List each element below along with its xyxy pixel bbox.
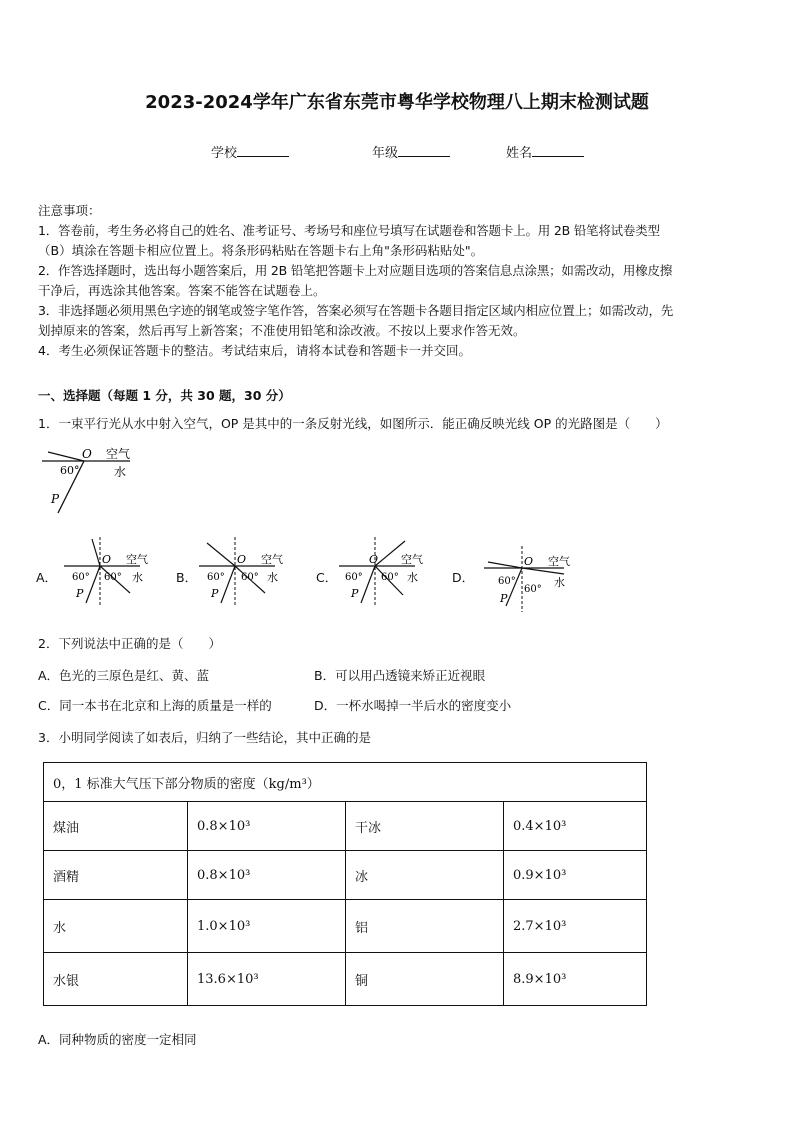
question-2-stem: 2．下列说法中正确的是（ ）	[38, 636, 221, 651]
table-cell: 铜	[346, 953, 504, 1006]
table-row	[44, 900, 647, 953]
angle-label: 60°	[524, 584, 542, 595]
table-row	[44, 953, 647, 1006]
incident-ray-fragment	[48, 452, 84, 461]
angle-label: 60°	[104, 572, 122, 583]
q2-option-a: A．色光的三原色是红、黄、蓝	[38, 668, 210, 683]
air-label: 空气	[261, 553, 283, 566]
table-cell: 0.4×10³	[504, 802, 647, 851]
notes-heading: 注意事项：	[38, 203, 101, 218]
notes-line: 4．考生必须保证答题卡的整洁。考试结束后，请将本试卷和答题卡一并交回。	[38, 343, 471, 358]
name-field	[506, 142, 584, 161]
grade-label: 年级	[372, 146, 399, 161]
water-label: 水	[554, 576, 565, 589]
angle-label: 60°	[241, 572, 259, 583]
q1-option-c-label: C．	[316, 570, 338, 585]
point-p-label: P	[51, 492, 60, 506]
q2-option-c: C．同一本书在北京和上海的质量是一样的	[38, 698, 272, 713]
angle-label: 60°	[60, 464, 80, 477]
q1-figure	[38, 445, 148, 520]
point-o-label: O	[369, 553, 379, 566]
density-table	[43, 762, 647, 1006]
point-p-label: P	[211, 587, 219, 600]
angle-label: 60°	[345, 572, 363, 583]
question-3-stem: 3．小明同学阅读了如表后，归纳了一些结论，其中正确的是	[38, 730, 371, 745]
air-label: 空气	[401, 553, 423, 566]
notes-line: 3．非选择题必须用黑色字迹的钢笔或签字笔作答，答案必须写在答题卡各题目指定区域内相应位置上；如需改动，先	[38, 303, 674, 318]
school-field	[211, 142, 289, 161]
table-row	[44, 802, 647, 851]
table-cell: 0.9×10³	[504, 851, 647, 900]
q2-option-b: B．可以用凸透镜来矫正近视眼	[314, 668, 486, 683]
q1-option-d-figure	[480, 540, 580, 615]
question-1-stem: 1．一束平行光从水中射入空气，OP 是其中的一条反射光线，如图所示．能正确反映光线 OP 的光路图是（ ）	[38, 416, 668, 431]
page-title: 2023-2024学年广东省东莞市粤华学校物理八上期末检测试题	[145, 92, 649, 113]
q1-option-c-figure	[335, 535, 435, 610]
notes-line: 划掉原来的答案，然后再写上新答案；不准使用铅笔和涂改液。不按以上要求作答无效。	[38, 323, 526, 338]
school-label: 学校	[211, 146, 238, 161]
air-label: 空气	[548, 555, 570, 568]
table-row	[44, 851, 647, 900]
q1-option-b-figure	[195, 535, 295, 610]
table-cell: 2.7×10³	[504, 900, 647, 953]
notes-line: 干净后，再选涂其他答案。答案不能答在试题卷上。	[38, 283, 326, 298]
table-cell: 冰	[346, 851, 504, 900]
grade-field	[372, 142, 450, 161]
table-cell: 煤油	[44, 802, 188, 851]
angle-label: 60°	[381, 572, 399, 583]
point-p-label: P	[76, 587, 84, 600]
water-label: 水	[267, 571, 278, 584]
notes-block	[38, 201, 760, 361]
point-o-label: O	[237, 553, 247, 566]
q3-option-a: A．同种物质的密度一定相同	[38, 1032, 197, 1047]
table-cell: 1.0×10³	[188, 900, 346, 953]
point-p-label: P	[500, 592, 508, 605]
water-label: 水	[132, 571, 143, 584]
name-blank	[532, 144, 584, 157]
point-p-label: P	[351, 587, 359, 600]
point-o-label: O	[102, 553, 112, 566]
section-heading: 一、选择题（每题 1 分，共 30 题，30 分）	[38, 388, 291, 403]
angle-label: 60°	[207, 572, 225, 583]
notes-line: （B）填涂在答题卡相应位置上。将条形码粘贴在答题卡右上角"条形码粘贴处"。	[38, 243, 484, 258]
table-cell: 铝	[346, 900, 504, 953]
table-cell: 水银	[44, 953, 188, 1006]
air-label: 空气	[126, 553, 148, 566]
table-cell: 干冰	[346, 802, 504, 851]
name-label: 姓名	[506, 146, 533, 161]
water-label: 水	[114, 465, 127, 479]
table-cell: 0.8×10³	[188, 851, 346, 900]
angle-label: 60°	[498, 576, 516, 587]
water-label: 水	[407, 571, 418, 584]
school-blank	[237, 144, 289, 157]
q1-option-a-figure	[60, 535, 160, 610]
table-cell: 酒精	[44, 851, 188, 900]
point-o-label: O	[82, 447, 92, 461]
table-caption: 0，1 标准大气压下部分物质的密度（kg/m³）	[44, 763, 647, 802]
table-cell: 13.6×10³	[188, 953, 346, 1006]
q1-option-b-label: B．	[176, 570, 198, 585]
q1-option-a-label: A．	[36, 570, 58, 585]
table-cell: 0.8×10³	[188, 802, 346, 851]
air-label: 空气	[106, 447, 131, 461]
point-o-label: O	[524, 555, 534, 568]
q1-option-d-label: D．	[452, 570, 475, 585]
notes-line: 1．答卷前，考生务必将自己的姓名、准考证号、考场号和座位号填写在试题卷和答题卡上。用 2B 铅笔将试卷类型	[38, 223, 660, 238]
angle-label: 60°	[72, 572, 90, 583]
notes-line: 2．作答选择题时，选出每小题答案后，用 2B 铅笔把答题卡上对应题目选项的答案信息点涂黑；如需改动，用橡皮擦	[38, 263, 673, 278]
table-cell: 8.9×10³	[504, 953, 647, 1006]
grade-blank	[398, 144, 450, 157]
q2-option-d: D．一杯水喝掉一半后水的密度变小	[314, 698, 512, 713]
table-caption-row	[44, 763, 647, 802]
table-cell: 水	[44, 900, 188, 953]
